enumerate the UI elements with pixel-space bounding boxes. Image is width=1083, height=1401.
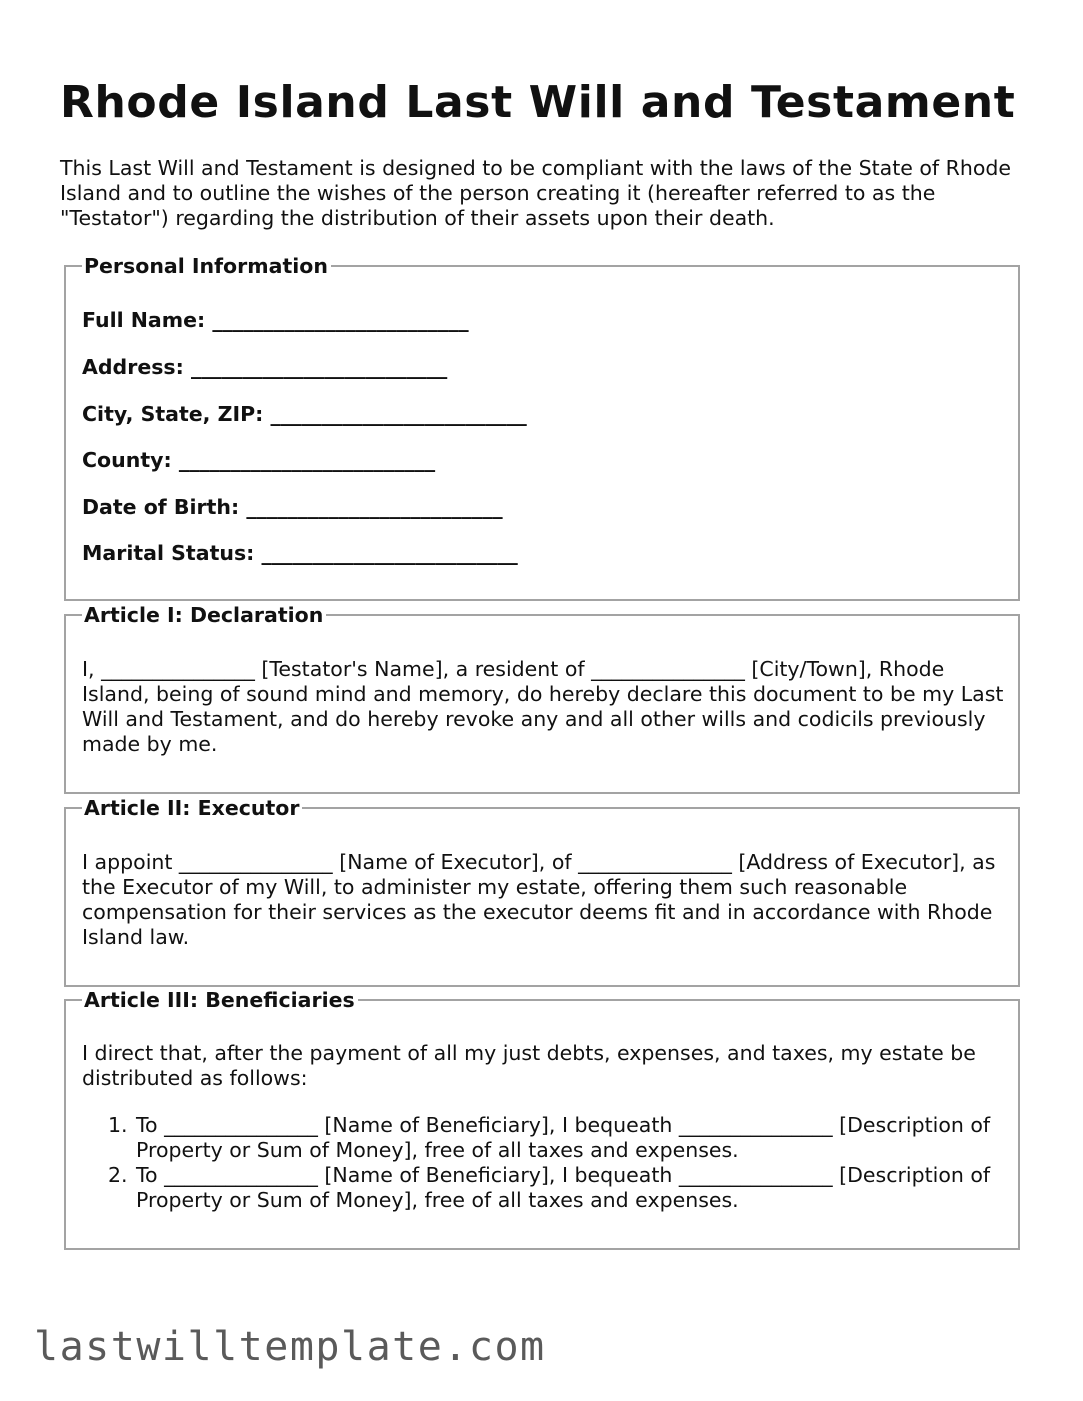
- article-1-text: I, _______________ [Testator's Name], a resident of _______________ [City/Town], Rhode Island, being of sound mind and memory, do hereby declare this document to be my Last Will and Testament, and do hereby revoke any and all other wills and codicils previously made by me.: [82, 657, 1004, 756]
- personal-information-section: [64, 254, 1020, 601]
- article-3-legend: Article III: Beneficiaries: [82, 987, 358, 1013]
- date-of-birth-field[interactable]: Date of Birth: _________________________: [82, 495, 503, 519]
- article-3-section: [64, 988, 1020, 1250]
- article-3-text: I direct that, after the payment of all my just debts, expenses, and taxes, my estate be distributed as follows:: [82, 1041, 976, 1090]
- beneficiary-list: [82, 1113, 1008, 1213]
- full-name-field[interactable]: Full Name: _________________________: [82, 308, 469, 332]
- list-item-text: To _______________ [Name of Beneficiary], I bequeath _______________ [Description of Property or Sum of Money], free of all taxes and expenses.: [136, 1163, 991, 1212]
- intro-paragraph: This Last Will and Testament is designed to be compliant with the laws of the State of Rhode Island and to outline the wishes of the person creating it (hereafter referred to as the "Testator") regarding the distribution of their assets upon their death.: [60, 156, 1012, 230]
- list-item: [82, 1163, 1008, 1213]
- county-field[interactable]: County: _________________________: [82, 448, 436, 472]
- article-2-text: I appoint _______________ [Name of Executor], of _______________ [Address of Executor], as the Executor of my Will, to administer my estate, offering them such reasonable compensation for their services as the executor deems fit and in accordance with Rhode Island law.: [82, 850, 996, 949]
- list-item-number: 1.: [108, 1113, 128, 1137]
- city-state-zip-field[interactable]: City, State, ZIP: _________________________: [82, 402, 527, 426]
- article-1-section: [64, 603, 1020, 794]
- list-item-text: To _______________ [Name of Beneficiary], I bequeath _______________ [Description of Property or Sum of Money], free of all taxes and expenses.: [136, 1113, 991, 1162]
- address-field[interactable]: Address: _________________________: [82, 355, 448, 379]
- marital-status-field[interactable]: Marital Status: _________________________: [82, 541, 518, 565]
- list-item-number: 2.: [108, 1163, 128, 1187]
- personal-information-legend: Personal Information: [82, 253, 331, 279]
- article-2-legend: Article II: Executor: [82, 795, 302, 821]
- article-1-legend: Article I: Declaration: [82, 602, 326, 628]
- document-title: Rhode Island Last Will and Testament: [60, 77, 1016, 128]
- list-item: [82, 1113, 1008, 1163]
- site-watermark: lastwilltemplate.com: [34, 1324, 546, 1370]
- article-2-section: [64, 796, 1020, 987]
